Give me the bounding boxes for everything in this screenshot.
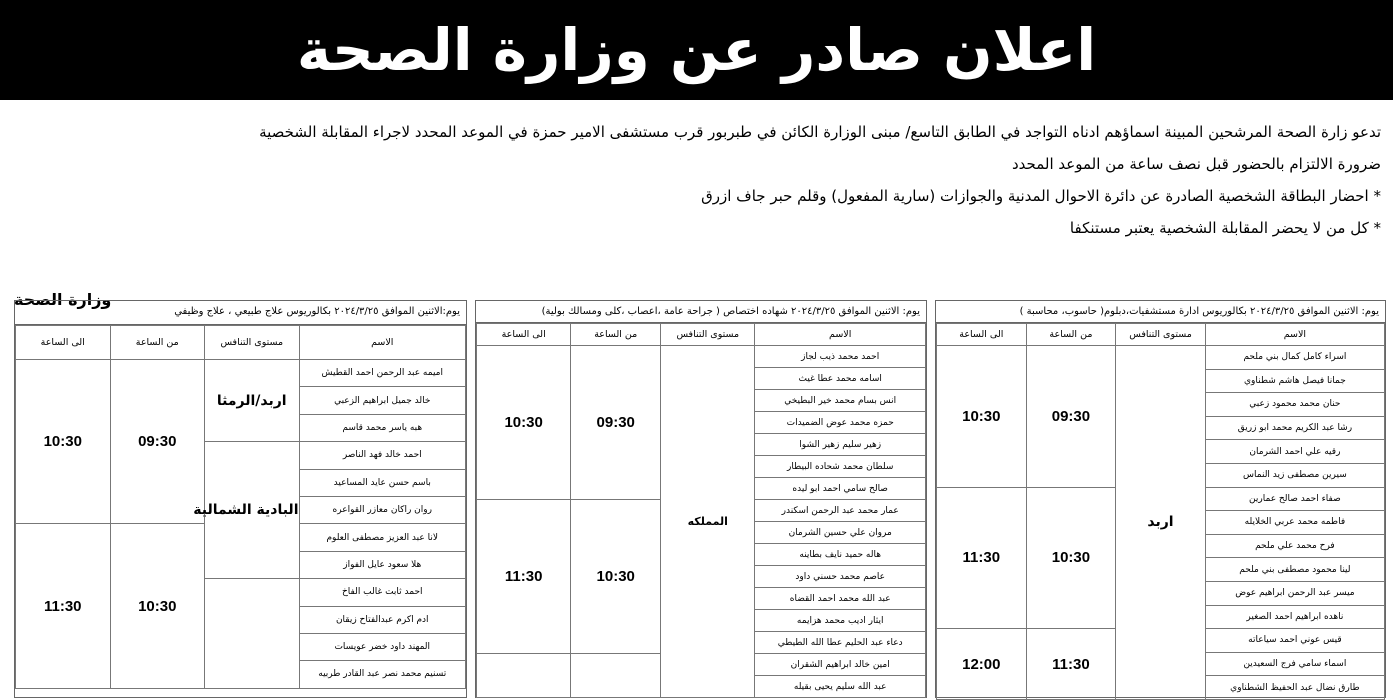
intro-text — [11, 116, 1381, 244]
candidate-name: دعاء عبد الحليم عطا الله الطيطي — [755, 632, 926, 654]
schedule-table-3 — [14, 300, 467, 698]
time-to: 10:30 — [477, 346, 571, 500]
candidate-name: اميمه عبد الرحمن احمد القطيش — [299, 360, 466, 387]
candidate-name: عبد الله سليم يحيى بقيله — [755, 676, 926, 698]
candidate-name: عاصم محمد حسني داود — [755, 566, 926, 588]
column-header-name: الاسم — [1205, 324, 1384, 346]
candidate-name: حمزه محمد عوض الضميدات — [755, 412, 926, 434]
candidate-name: صفاء احمد صالح عمارين — [1205, 487, 1384, 511]
candidate-name: اسامه محمد عطا غيث — [755, 368, 926, 390]
candidate-name: اسراء كامل كمال بني ملحم — [1205, 346, 1384, 370]
candidate-name: حنان محمد محمود زعبي — [1205, 393, 1384, 417]
candidate-name: فاطمه محمد عربي الخلايله — [1205, 511, 1384, 535]
candidate-name: احمد خالد فهد الناصر — [299, 442, 466, 469]
intro-line: ضرورة الالتزام بالحضور قبل نصف ساعة من الموعد المحدد — [1011, 155, 1381, 173]
column-header-from: من الساعة — [110, 326, 205, 360]
candidate-name: لانا عبد العزيز مصطفى العلوم — [299, 524, 466, 551]
time-to: 11:30 — [16, 524, 111, 688]
candidate-name: ميسر عبد الرحمن ابراهيم عوض — [1205, 581, 1384, 605]
column-header-from: من الساعة — [571, 324, 661, 346]
time-to: 11:30 — [937, 487, 1027, 629]
candidate-name: فرح محمد علي ملحم — [1205, 534, 1384, 558]
candidate-name: باسم حسن عايد المساعيد — [299, 469, 466, 496]
intro-line: * احضار البطاقة الشخصية الصادرة عن دائرة الاحوال المدنية والجوازات (سارية المفعول) وقلم حبر جاف ازرق — [701, 187, 1381, 205]
column-header-level: مستوى التنافس — [205, 326, 300, 360]
ministry-label: وزارة الصحة — [14, 290, 112, 309]
candidate-name: انس بسام محمد خير البطيخي — [755, 390, 926, 412]
time-from: 10:30 — [571, 500, 661, 654]
column-header-level: مستوى التنافس — [1116, 324, 1206, 346]
candidate-name: احمد محمد ذيب لجاز — [755, 346, 926, 368]
time-from: 09:30 — [571, 346, 661, 500]
column-header-name: الاسم — [299, 326, 466, 360]
intro-line: * كل من لا يحضر المقابلة الشخصية يعتبر مستنكفا — [1069, 219, 1381, 237]
time-cell-empty — [571, 654, 661, 698]
schedule-table-2 — [475, 300, 927, 698]
candidate-name: عبد الله محمد احمد القضاه — [755, 588, 926, 610]
schedule-header: يوم: الاثنين الموافق ٢٠٢٤/٣/٢٥ شهاده اختصاص ( جراحة عامة ،اعصاب ،كلى ومسالك بولية) — [476, 301, 926, 323]
column-header-name: الاسم — [755, 324, 926, 346]
candidate-name: هلا سعود عايل الفواز — [299, 551, 466, 578]
schedule-header: يوم:الاثنين الموافق ٢٠٢٤/٣/٢٥ بكالوريوس علاج طبيعي ، علاج وظيفي — [15, 301, 466, 325]
candidate-name: تسنيم محمد نصر عبد القادر طربيه — [299, 661, 466, 688]
time-to: 10:30 — [937, 346, 1027, 488]
competition-level: المملكه — [661, 346, 755, 698]
schedule-table-1 — [935, 300, 1386, 698]
column-header-level: مستوى التنافس — [661, 324, 755, 346]
candidate-name: زهير سليم زهير الشوا — [755, 434, 926, 456]
candidate-name: احمد ثابت غالب الفاخ — [299, 579, 466, 606]
time-from: 10:30 — [1026, 487, 1116, 629]
time-from: 09:30 — [110, 360, 205, 524]
candidate-name: طارق نضال عبد الحفيظ الشطناوي — [1205, 676, 1384, 700]
candidate-name: سلطان محمد شحاده البيطار — [755, 456, 926, 478]
time-cell-empty — [477, 654, 571, 698]
competition-level: اربد — [1116, 346, 1206, 700]
column-header-from: من الساعة — [1026, 324, 1116, 346]
candidate-name: امين خالد ابراهيم الشقران — [755, 654, 926, 676]
candidate-name: المهند داود خضر عويسات — [299, 633, 466, 660]
candidate-name: مروان علي حسين الشرمان — [755, 522, 926, 544]
candidate-name: رشا عبد الكريم محمد ابو زريق — [1205, 416, 1384, 440]
time-from: 09:30 — [1026, 346, 1116, 488]
time-from: 10:30 — [110, 524, 205, 688]
competition-level-empty — [205, 579, 300, 689]
candidate-name: خالد جميل ابراهيم الزعبي — [299, 387, 466, 414]
column-header-to: الى الساعة — [16, 326, 111, 360]
time-to: 10:30 — [16, 360, 111, 524]
competition-level: البادية الشمالية — [205, 442, 300, 579]
candidate-name: ايثار اديب محمد هزايمه — [755, 610, 926, 632]
candidate-name: قيس عوني احمد سياعاته — [1205, 629, 1384, 653]
intro-line: تدعو زارة الصحة المرشحين المبينة اسماؤهم ادناه التواجد في الطابق التاسع/ مبنى الوزارة الكائن في طبربور قرب مستشفى الامير حمزة في الموعد المحدد لاجراء المقابلة الشخصية — [259, 123, 1381, 141]
banner-title: اعلان صادر عن وزارة الصحة — [296, 16, 1097, 84]
time-to: 11:30 — [477, 500, 571, 654]
candidate-name: هبه ياسر محمد قاسم — [299, 414, 466, 441]
candidate-name: عمار محمد عبد الرحمن اسكندر — [755, 500, 926, 522]
time-from: 11:30 — [1026, 629, 1116, 700]
candidate-name: روان راكان معازر القواعره — [299, 496, 466, 523]
time-to: 12:00 — [937, 629, 1027, 700]
candidate-name: سيرين مصطفى زيد النماس — [1205, 463, 1384, 487]
candidate-name: لينا محمود مصطفى بني ملحم — [1205, 558, 1384, 582]
candidate-name: هاله حميد نايف بطاينه — [755, 544, 926, 566]
schedule-header: يوم: الاثنين الموافق ٢٠٢٤/٣/٢٥ بكالوريوس ادارة مستشفيات،دبلوم( حاسوب، محاسبة ) — [936, 301, 1385, 323]
candidate-name: رقيه علي احمد الشرمان — [1205, 440, 1384, 464]
column-header-to: الى الساعة — [477, 324, 571, 346]
candidate-name: ادم اكرم عبدالفتاح زيقان — [299, 606, 466, 633]
candidate-name: اسماء سامي فرج السعيدين — [1205, 652, 1384, 676]
candidate-name: صالح سامي احمد ابو ليده — [755, 478, 926, 500]
candidate-name: ناهده ابراهيم احمد الصغير — [1205, 605, 1384, 629]
candidate-name: جمانا فيصل هاشم شطناوي — [1205, 369, 1384, 393]
announcement-banner — [0, 0, 1393, 100]
competition-level: اربد/الرمثا — [205, 360, 300, 442]
column-header-to: الى الساعة — [937, 324, 1027, 346]
